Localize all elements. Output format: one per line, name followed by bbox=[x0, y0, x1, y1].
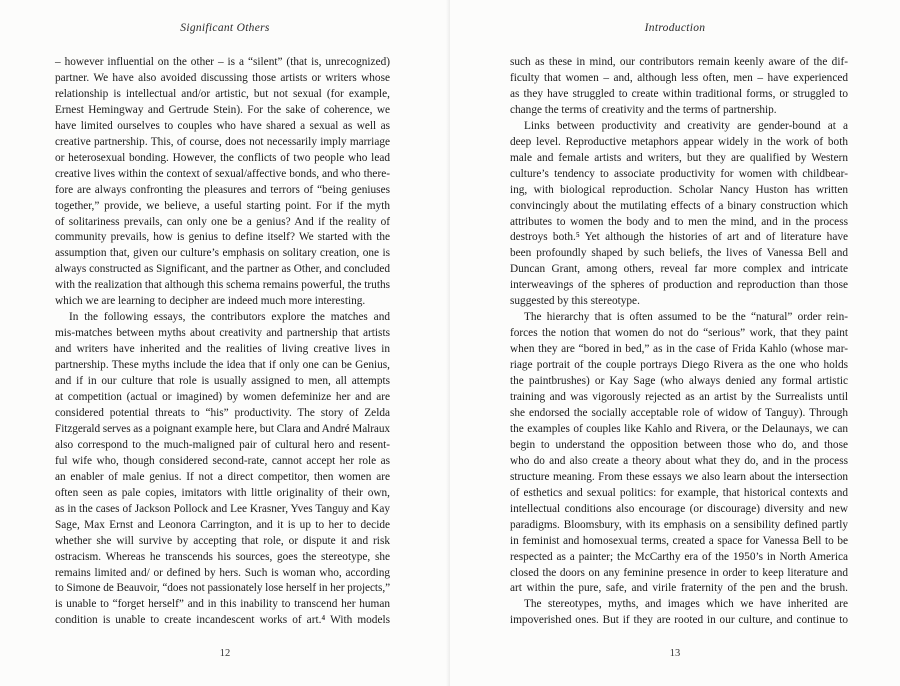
page-number-right: 13 bbox=[669, 648, 681, 659]
text-line: of esthetics and sexual politics: for example, that historical contexts and bbox=[510, 486, 848, 499]
text-line: The stereotypes, myths, and images which we have inherited are bbox=[524, 598, 848, 611]
running-head-right: Introduction bbox=[644, 22, 706, 34]
text-line: Fitzgerald serves as a poignant example here, but Clara and André Malraux bbox=[55, 422, 390, 435]
text-line: or heterosexual bonding. However, the conflicts of two people who lead bbox=[55, 151, 390, 164]
text-line: closed the doors on any feminine presence in order to keep literature and bbox=[510, 566, 848, 579]
text-line: impoverished ones. But if they are rooted in our culture, and continue to bbox=[510, 614, 848, 627]
text-line: when they are “bored in bed,” as in the case of Frida Kahlo (whose mar- bbox=[510, 343, 848, 356]
text-line: forces the notion that women do not do “serious” work, that they paint bbox=[510, 327, 848, 340]
text-line: partner. We have also avoided discussing those artists or writers whose bbox=[55, 71, 390, 84]
text-line: The hierarchy that is often assumed to be the “natural” order rein- bbox=[524, 311, 848, 324]
text-line: she endorsed the socially acceptable role of widow of Tanguy). Through bbox=[510, 406, 848, 419]
text-line: at competition (actual or imagined) by women defeminize her and are bbox=[55, 391, 390, 404]
text-line: whether she will survive by accepting that role, or dispute it and risk bbox=[55, 534, 390, 547]
text-line: – however influential on the other – is a “silent” (that is, unrecognized) bbox=[55, 56, 390, 68]
text-line: mis-matches between myths about creativity and partnership that artists bbox=[55, 327, 390, 340]
text-line: partnership. These myths include the idea that if only one can be Genius, bbox=[55, 359, 390, 372]
text-line: respected as a painter; the McCarthy era of the 1950’s in North America bbox=[510, 550, 848, 563]
text-line: in feminist and homosexual terms, created a space for Vanessa Bell to be bbox=[510, 534, 848, 547]
text-line: which we are learning to decipher are indeed much more interesting. bbox=[55, 295, 366, 308]
text-line: as they have struggled to create within traditional forms, or struggled to bbox=[510, 87, 848, 100]
text-line: begin to understand the opposition between those who do, and those bbox=[510, 438, 848, 451]
text-line: interweavings of the spheres of production and reproduction than those bbox=[510, 279, 848, 292]
text-line: ful wife who, though considered second-rate, cannot accept her role as bbox=[55, 454, 390, 467]
text-line: ficulty that women – and, although less often, men – have experienced bbox=[510, 71, 848, 84]
text-line: of solitariness prevails, can only one be a genius? And if the reality of bbox=[55, 215, 390, 228]
text-line: and writers have inherited and the realities of living creative lives in bbox=[55, 343, 390, 356]
text-line: to Simone de Beauvoir, “does not passionately lose herself in her projects,” bbox=[55, 582, 391, 595]
text-line: considered potential threats to “his” productivity. The story of Zelda bbox=[55, 406, 390, 419]
text-line: riage portrait of the couple portrays Diego Rivera as the one who holds bbox=[510, 359, 848, 372]
text-line: is unable to “forget herself” and in this inability to transcend her human bbox=[55, 598, 390, 611]
text-line: been profoundly shaped by such beliefs, the lives of Vanessa Bell and bbox=[510, 247, 848, 260]
text-line: deep level. Reproductive metaphors appear widely in the work of both bbox=[510, 135, 848, 148]
text-line: suggested by this stereotype. bbox=[510, 295, 640, 308]
text-line: change the terms of creativity and the terms of partnership. bbox=[510, 103, 777, 116]
text-line: creative lives within the context of sexual/affective bonds, and who there- bbox=[55, 167, 390, 180]
text-line: condition is unable to create incandescent works of art.⁴ With models bbox=[55, 614, 390, 627]
text-line: who do and also create a theory about what they do, and in the process bbox=[510, 454, 848, 467]
text-line: paradigms. Bloomsbury, with its emphasis on a sensibility defined partly bbox=[510, 518, 848, 531]
text-line: assumption that, given our culture’s emphasis on solitary creation, one is bbox=[55, 247, 390, 260]
text-line: ostracism. Whereas he transcends his sources, goes the stereotype, she bbox=[55, 550, 390, 563]
text-line: community prevails, how is genius to define itself? We started with the bbox=[55, 231, 390, 244]
left-text-block bbox=[55, 55, 390, 629]
text-line: ing, with biological reproduction. Scholar Nancy Huston has written bbox=[510, 183, 848, 196]
right-page bbox=[450, 0, 900, 686]
text-line: art within the pure, safe, and virile fraternity of the pen and the brush. bbox=[510, 582, 848, 595]
text-line: Links between productivity and creativity are gender-bound at a bbox=[524, 119, 848, 132]
text-line: an enabler of male genius. If not a direct competitor, then women are bbox=[55, 470, 390, 483]
text-line: always constructed as Significant, and the partner as Other, and concluded bbox=[55, 263, 391, 276]
text-line: creative partnership. This, of course, does not necessarily imply marriage bbox=[55, 135, 390, 148]
text-line: with the realization that although this schema remains powerful, the truths bbox=[55, 279, 390, 292]
text-line: structure meaning. From these essays we also learn about the intersection bbox=[510, 470, 848, 483]
text-line: male and female artists and writers, but they are qualified by Western bbox=[510, 151, 848, 164]
text-line: often seen as pale copies, imitators with little originality of their own, bbox=[55, 486, 390, 499]
page-number-left: 12 bbox=[219, 648, 231, 659]
text-line: also correspond to the much-maligned pair of cultural hero and resent- bbox=[55, 438, 390, 451]
text-line: Duncan Grant, among others, reveal far more complex and intricate bbox=[510, 263, 848, 276]
text-line: Sage, Max Ernst and Leonora Carrington, and it is up to her to decide bbox=[55, 518, 390, 531]
text-line: as in the cases of Jackson Pollock and Lee Krasner, Yves Tanguy and Kay bbox=[55, 502, 390, 515]
text-line: intellectual conditions also encourage (or discourage) diversity and new bbox=[510, 502, 848, 515]
text-line: have limited ourselves to couples who have shared a sexual as well as bbox=[55, 119, 390, 132]
text-line: attributes to women the body and to men the mind, and in the process bbox=[510, 215, 848, 228]
text-line: remains limited and/ or defined by hers. Such is woman who, according bbox=[55, 566, 390, 579]
running-head-left: Significant Others bbox=[180, 22, 270, 34]
text-line: Ernest Hemingway and Gertrude Stein). For the sake of coherence, we bbox=[55, 103, 390, 116]
text-line: training and was vigorously rejected as an artist by the Surrealists until bbox=[510, 391, 848, 404]
text-line: culture’s tendency to associate productivity for women with childbear- bbox=[510, 167, 848, 180]
text-line: together,” provide, we believe, a useful starting point. For if the myth bbox=[55, 199, 390, 212]
text-line: fore are always confronting the pleasures and terrors of “being geniuses bbox=[55, 183, 390, 196]
text-line: In the following essays, the contributors explore the matches and bbox=[69, 311, 390, 324]
text-line: destroys both.⁵ Yet although the histories of art and of literature have bbox=[510, 231, 848, 244]
text-line: relationship is intellectual and/or artistic, but not sexual (for example, bbox=[55, 87, 390, 100]
text-line: such as these in mind, our contributors remain keenly aware of the dif- bbox=[510, 56, 848, 68]
right-text-block bbox=[510, 55, 848, 629]
text-line: the examples of couples like Kahlo and Rivera, or the Delaunays, we can bbox=[510, 422, 848, 435]
text-line: and if in our culture that role is usually assigned to men, all attempts bbox=[55, 375, 390, 388]
text-line: convincingly about the mutilating effects of a binary construction which bbox=[510, 199, 848, 212]
text-line: the paintbrushes) or Kay Sage (who always denied any formal artistic bbox=[510, 375, 848, 388]
